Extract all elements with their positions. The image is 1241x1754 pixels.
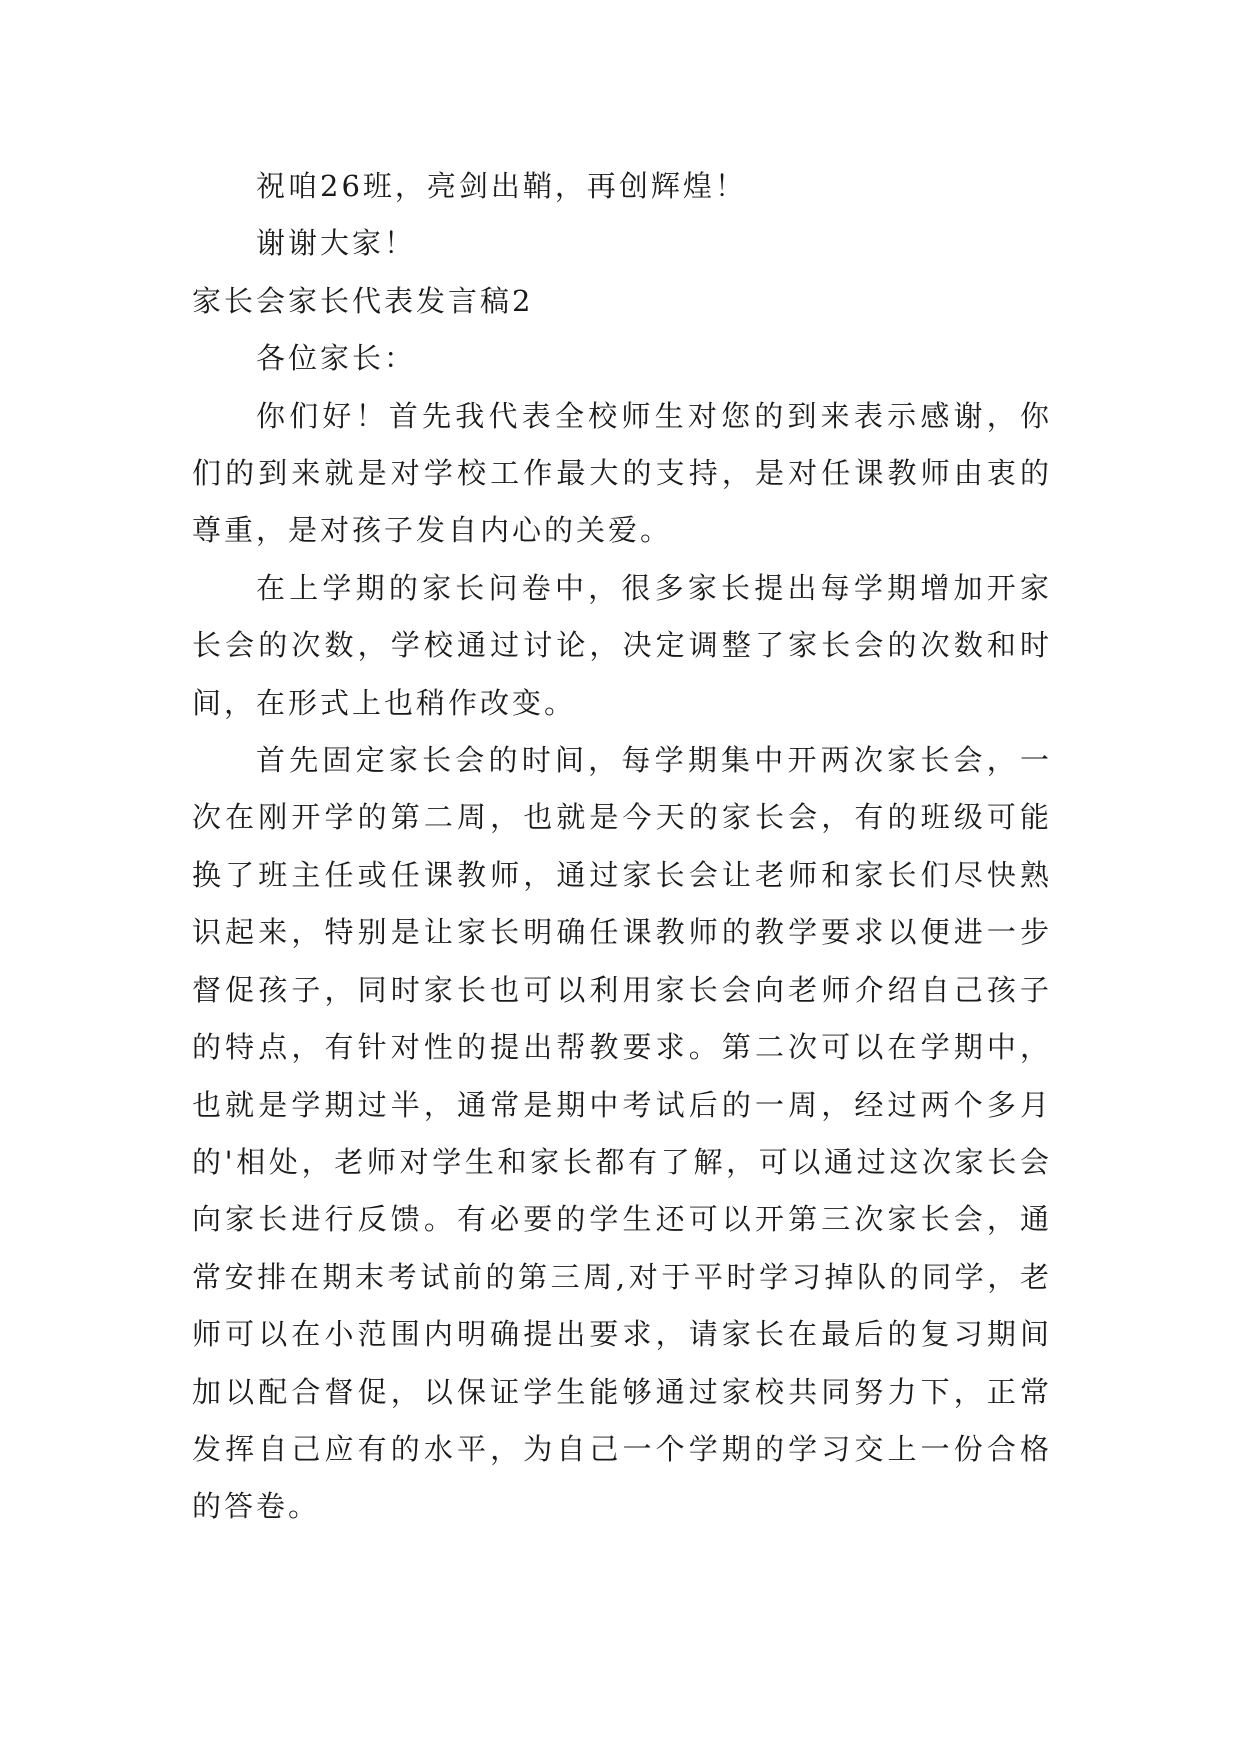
salutation-paragraph: 各位家长： [256, 341, 417, 376]
body-paragraph-3: 首先固定家长会的时间，每学期集中开两次家长会，一次在刚开学的第二周，也就是今天的家长会，有的班级可能换了班主任或任课教师，通过家长会让老师和家长们尽快熟识起来，特别是让家长明确任课教师的教学要求以便进一步督促孩子，同时家长也可以利用家长会向老师介绍自己孩子的特点，有针对性的提出帮教要求。第二次可以在学期中，也就是学期过半，通常是期中考试后的一周，经过两个多月的'相处，老师对学生和家长都有了解，可以通过这次家长会向家长进行反馈。有必要的学生还可以开第三次家长会，通常安排在期末考试前的第三周,对于平时学习掉队的同学，老师可以在小范围内明确提出要求，请家长在最后的复习期间加以配合督促，以保证学生能够通过家校共同努力下，正常发挥自己应有的水平，为自己一个学期的学习交上一份合格的答卷。 [192, 743, 1052, 1524]
closing-wish-paragraph: 祝咱26班，亮剑出鞘，再创辉煌！ [256, 169, 747, 203]
section-title: 家长会家长代表发言稿2 [192, 283, 534, 318]
document-body [192, 158, 1052, 1536]
body-paragraph-2: 在上学期的家长问卷中，很多家长提出每学期增加开家长会的次数，学校通过讨论，决定调整了家长会的次数和时间，在形式上也稍作改变。 [192, 570, 1052, 720]
body-paragraph-1: 你们好！首先我代表全校师生对您的到来表示感谢，你们的到来就是对学校工作最大的支持，是对任课教师由衷的尊重，是对孩子发自内心的关爱。 [192, 398, 1052, 548]
thanks-paragraph: 谢谢大家！ [256, 226, 417, 261]
